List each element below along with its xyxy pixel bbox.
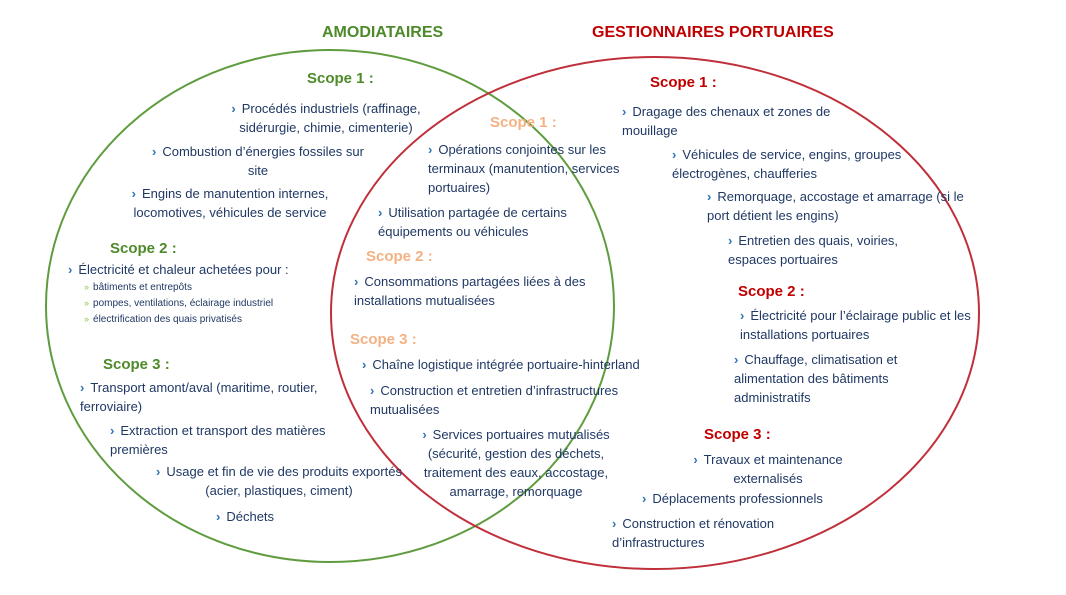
right-scope1-label: Scope 1 : [650, 74, 717, 91]
right-scope2-item: › Électricité pour l’éclairage public et les installations portuaires [740, 308, 971, 342]
left-scope3-item: › Extraction et transport des matières premières [110, 423, 326, 457]
right-scope2-item: › Chauffage, climatisation et alimentation des bâtiments administratifs [734, 352, 898, 405]
right-scope1-item: › Entretien des quais, voiries, espaces portuaires [728, 233, 899, 267]
chevron-right-icon: › [152, 144, 157, 159]
center-scope3-item: › Chaîne logistique intégrée portuaire-hinterland [362, 357, 640, 372]
right-scope1-item: › Véhicules de service, engins, groupes électrogènes, chaufferies [672, 147, 902, 181]
center-scope2-item: › Consommations partagées liées à des installations mutualisées [354, 274, 586, 308]
left-scope2-item: › Électricité et chaleur achetées pour : [68, 262, 289, 277]
center-scope3-item: › Services portuaires mutualisés (sécurité, gestion des déchets, traitement des eaux, accostage, amarrage, remorquage [422, 427, 610, 499]
chevron-right-icon: › [370, 383, 375, 398]
chevron-right-icon: › [110, 423, 115, 438]
chevron-right-icon: › [231, 101, 236, 116]
center-scope1-item: › Opérations conjointes sur les terminaux (manutention, services portuaires) [428, 142, 620, 195]
chevron-right-icon: › [422, 427, 427, 442]
right-scope3-item: › Travaux et maintenance externalisés [693, 452, 843, 486]
double-chevron-icon: » [84, 298, 90, 308]
double-chevron-icon: » [84, 314, 90, 324]
left-scope2-label: Scope 2 : [110, 240, 177, 257]
left-scope2-subitem: » électrification des quais privatisés [84, 314, 242, 325]
chevron-right-icon: › [707, 189, 712, 204]
chevron-right-icon: › [622, 104, 627, 119]
chevron-right-icon: › [354, 274, 359, 289]
chevron-right-icon: › [131, 186, 136, 201]
chevron-right-icon: › [216, 509, 221, 524]
center-scope1-item: › Utilisation partagée de certains équipements ou véhicules [378, 205, 567, 239]
chevron-right-icon: › [68, 262, 73, 277]
left-scope1-item: › Combustion d’énergies fossiles sur site [152, 144, 364, 178]
right-scope3-item: › Construction et rénovation d’infrastructures [612, 516, 775, 550]
chevron-right-icon: › [80, 380, 85, 395]
left-scope2-subitem: » pompes, ventilations, éclairage industriel [84, 298, 274, 309]
chevron-right-icon: › [672, 147, 677, 162]
chevron-right-icon: › [693, 452, 698, 467]
center-scope3-label: Scope 3 : [350, 331, 417, 348]
right-scope3-item: › Déplacements professionnels [642, 491, 823, 506]
chevron-right-icon: › [642, 491, 647, 506]
chevron-right-icon: › [378, 205, 383, 220]
left-scope1-item: › Procédés industriels (raffinage, sidérurgie, chimie, cimenterie) [231, 101, 421, 135]
chevron-right-icon: › [156, 464, 161, 479]
center-scope1-label: Scope 1 : [490, 114, 557, 131]
left-scope2-subitem: » bâtiments et entrepôts [84, 282, 192, 293]
chevron-right-icon: › [428, 142, 433, 157]
chevron-right-icon: › [612, 516, 617, 531]
right-scope1-item: › Dragage des chenaux et zones de mouillage [622, 104, 831, 138]
left-scope3-item: › Transport amont/aval (maritime, routier, ferroviaire) [80, 380, 318, 414]
center-scope2-label: Scope 2 : [366, 248, 433, 265]
left-scope1-item: › Engins de manutention internes, locomotives, véhicules de service [131, 186, 329, 220]
right-scope2-label: Scope 2 : [738, 283, 805, 300]
right-scope3-label: Scope 3 : [704, 426, 771, 443]
chevron-right-icon: › [740, 308, 745, 323]
center-scope3-item: › Construction et entretien d’infrastructures mutualisées [370, 383, 619, 417]
chevron-right-icon: › [734, 352, 739, 367]
left-scope3-label: Scope 3 : [103, 356, 170, 373]
title-gestionnaires-portuaires: GESTIONNAIRES PORTUAIRES [592, 24, 834, 41]
left-scope3-item: › Déchets [216, 509, 275, 524]
right-scope1-item: › Remorquage, accostage et amarrage (si le port détient les engins) [707, 189, 964, 223]
left-scope3-item: › Usage et fin de vie des produits exportés (acier, plastiques, ciment) [156, 464, 402, 498]
chevron-right-icon: › [362, 357, 367, 372]
title-amodiataires: AMODIATAIRES [322, 24, 444, 41]
double-chevron-icon: » [84, 282, 90, 292]
chevron-right-icon: › [728, 233, 733, 248]
left-scope1-label: Scope 1 : [307, 70, 374, 87]
